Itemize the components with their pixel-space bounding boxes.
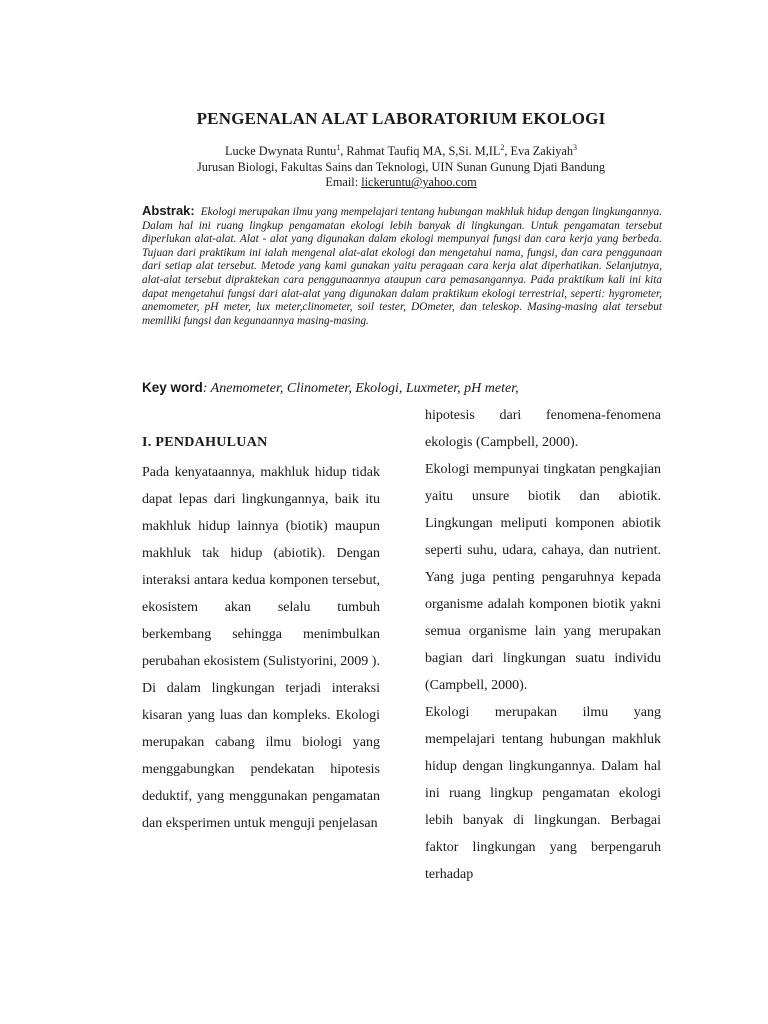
keywords-text: : Anemometer, Clinometer, Ekologi, Luxmeter, pH meter,: [202, 381, 519, 396]
email-label: Email:: [325, 175, 362, 190]
author-name: , Eva Zakiyah: [504, 144, 574, 159]
author-name: , Rahmat Taufiq MA, S,Si. M,IL: [340, 144, 501, 159]
body-paragraph: Ekologi merupakan ilmu yang mempelajari tentang hubungan makhluk hidup dengan lingkungannya. Dalam hal ini ruang lingkup pengamatan ekologi lebih banyak di lingkungan. Berbagai faktor lingkungan yang berpengaruh terhadap: [425, 705, 661, 882]
body-paragraph: Di dalam lingkungan terjadi interaksi kisaran yang luas dan kompleks. Ekologi merupakan cabang ilmu biologi yang menggabungkan pendekatan hipotesis deduktif, yang menggunakan pengamatan dan eksperimen untuk menguji penjelasan: [142, 681, 380, 831]
body-paragraph: hipotesis dari fenomena-fenomena ekologis (Campbell, 2000).: [425, 408, 661, 450]
section-heading: I. PENDAHULUAN: [142, 435, 268, 450]
body-paragraph: Ekologi mempunyai tingkatan pengkajian yaitu unsure biotik dan abiotik. Lingkungan meliputi komponen abiotik seperti suhu, udara, cahaya, dan nutrient. Yang juga penting pengaruhnya kepada organisme adalah komponen biotik yakni semua organisme lain yang merupakan bagian dari lingkungan suatu individu (Campbell, 2000).: [425, 462, 661, 693]
paper-title: PENGENALAN ALAT LABORATORIUM EKOLOGI: [196, 109, 606, 128]
left-column: [142, 429, 380, 837]
affiliation-marker: 3: [573, 143, 578, 152]
abstract-heading: Abstrak:: [142, 203, 195, 218]
right-column: [425, 402, 661, 888]
abstract: [142, 204, 662, 328]
email-link[interactable]: lickeruntu@yahoo.com: [361, 175, 477, 190]
body-paragraph: Pada kenyataannya, makhluk hidup tidak dapat lepas dari lingkungannya, baik itu makhluk hidup lainnya (biotik) maupun makhluk tak hidup (abiotik). Dengan interaksi antara kedua komponen tersebut, ekosistem akan selalu tumbuh berkembang sehingga menimbulkan perubahan ekosistem (Sulistyorini, 2009 ).: [142, 465, 380, 669]
affiliation-marker: 2: [500, 143, 505, 152]
abstract-text: Ekologi merupakan ilmu yang mempelajari tentang hubungan makhluk hidup dengan lingkungannya. Dalam hal ini ruang lingkup pengamatan ekologi lebih banyak di lingkungan. Untuk pengamatan tersebut diperlukan alat-alat. Alat - alat yang digunakan dalam ekologi mempunyai fungsi dan cara kerja yang berbeda. Tujuan dari praktikum ini ialah mengenal alat-alat ekologi dan mengetahui nama, fungsi, dan cara penggunaan dari setiap alat tersebut. Metode yang kami gunakan yaitu peragaan cara kerja alat diperhatikan. Selanjutnya, alat-alat tersebut dipraktekan cara penggunaannya ataupun cara pemasangannya. Pada praktikum kali ini kita dapat mengetahui fungsi dari alat-alat yang digunakan dalam praktikum ekologi terrestrial, seperti: hygrometer, anemometer, pH meter, lux meter,clinometer, soil tester, DOmeter, dan teleskop. Masing-masing alat tersebut memiliki fungsi dan kegunaannya masing-masing.: [142, 206, 662, 327]
email-line: [0, 175, 768, 191]
affiliation-marker: 1: [336, 143, 341, 152]
author-block: [0, 140, 768, 191]
keywords-heading: Key word: [142, 380, 203, 395]
keywords: [142, 380, 662, 397]
affiliation: Jurusan Biologi, Fakultas Sains dan Teknologi, UIN Sunan Gunung Djati Bandung: [196, 159, 606, 174]
author-name: Lucke Dwynata Runtu: [224, 144, 337, 159]
author-line: [0, 140, 768, 160]
